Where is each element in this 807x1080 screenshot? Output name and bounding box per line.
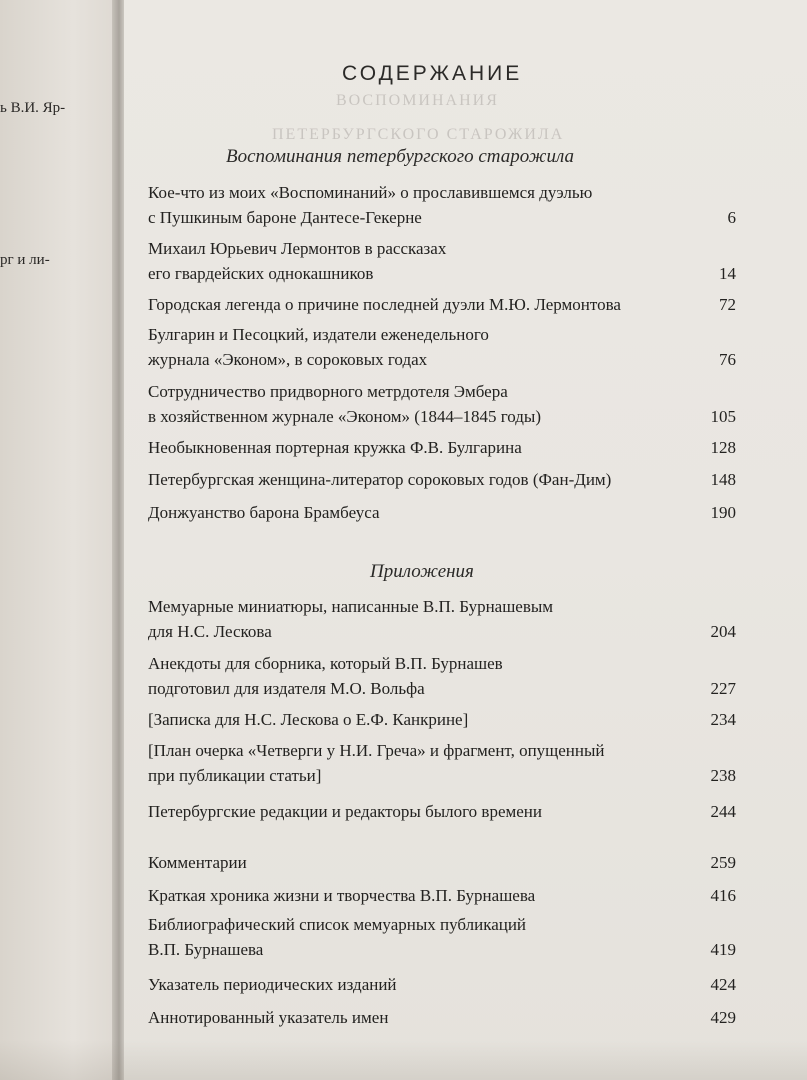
toc-entry-line: Михаил Юрьевич Лермонтов в рассказах [148,239,447,258]
toc-entry[interactable] [148,972,736,997]
toc-entry-line: Указатель периодических изданий [148,975,397,994]
toc-page-number: 227 [710,679,736,698]
toc-page-number: 6 [727,208,736,227]
right-page [124,0,807,1080]
toc-entry-line: Булгарин и Песоцкий, издатели еженедельного [148,325,489,344]
toc-entry-line: Кое-что из моих «Воспоминаний» о прославившемся дуэлью [148,183,593,202]
toc-entry-line: в хозяйственном журнале «Эконом» (1844–1845 годы) [148,407,542,426]
page-title: СОДЕРЖАНИЕ [342,62,523,85]
toc-entry-line: [План очерка «Четверги у Н.И. Греча» и фрагмент, опущенный [148,741,605,760]
toc-page-number: 72 [719,295,736,314]
toc-entry-line: при публикации статьи] [148,766,322,785]
toc-entry[interactable] [148,651,736,701]
toc-page-number: 234 [710,710,736,729]
toc-page-number: 204 [710,622,736,641]
toc-entry[interactable] [148,883,736,908]
toc-entry[interactable] [148,1005,736,1030]
toc-entry-line: Петербургские редакции и редакторы былого времени [148,802,542,821]
toc-entry-line: Необыкновенная портерная кружка Ф.В. Булгарина [148,438,522,457]
toc-entry[interactable] [148,707,736,732]
left-page-fragment: рг и ли- [0,252,50,268]
toc-page-number: 419 [710,940,736,959]
toc-entry-line: Донжуанство барона Брамбеуса [148,503,380,522]
toc-entry-line: подготовил для издателя М.О. Вольфа [148,679,425,698]
toc-entry[interactable] [148,322,736,372]
toc-entry-line: Петербургская женщина-литератор сороковых годов (Фан-Дим) [148,470,612,489]
toc-page-number: 128 [710,438,736,457]
toc-page-number: 14 [719,264,736,283]
toc-entry[interactable] [148,236,736,286]
toc-entry-line: Сотрудничество придворного метрдотеля Эмбера [148,382,508,401]
toc-page-number: 429 [710,1008,736,1027]
toc-entry[interactable] [148,379,736,429]
toc-entry-line: Городская легенда о причине последней дуэли М.Ю. Лермонтова [148,295,621,314]
toc-entry[interactable] [148,180,736,230]
toc-page-number: 244 [710,802,736,821]
toc-page-number: 424 [710,975,736,994]
section-title-appendices: Приложения [370,561,474,582]
toc-page-number: 148 [710,470,736,489]
toc-entry-line: журнала «Эконом», в сороковых годах [148,350,428,369]
toc-entry-line: с Пушкиным бароне Дантесе-Гекерне [148,208,422,227]
toc-entry[interactable] [148,467,736,492]
toc-page-number: 105 [710,407,736,426]
bleed-through-text: ПЕТЕРБУРГСКОГО СТАРОЖИЛА [272,126,565,143]
toc-entry-line: Краткая хроника жизни и творчества В.П. Бурнашева [148,886,536,905]
toc-page-number: 76 [719,350,736,369]
toc-entry-line: Комментарии [148,853,247,872]
toc-entry-line: Анекдоты для сборника, который В.П. Бурнашев [148,654,503,673]
bleed-through-text: ВОСПОМИНАНИЯ [336,92,499,109]
toc-entry[interactable] [148,850,736,875]
toc-entry-line: Мемуарные миниатюры, написанные В.П. Бурнашевым [148,597,554,616]
toc-entry-line: [Записка для Н.С. Лескова о Е.Ф. Канкрине] [148,710,469,729]
toc-entry[interactable] [148,594,736,644]
toc-entry[interactable] [148,738,736,788]
toc-entry[interactable] [148,292,736,317]
toc-entry-line: его гвардейских однокашников [148,264,374,283]
toc-entry-line: В.П. Бурнашева [148,940,264,959]
toc-page-number: 238 [710,766,736,785]
toc-entry[interactable] [148,799,736,824]
toc-page-number: 190 [710,503,736,522]
toc-entry-line: для Н.С. Лескова [148,622,272,641]
toc-page-number: 259 [710,853,736,872]
toc-entry[interactable] [148,435,736,460]
toc-page-number: 416 [710,886,736,905]
left-page-fragment: ь В.И. Яр- [0,100,66,116]
page-shadow [0,1040,807,1080]
toc-entry-line: Аннотированный указатель имен [148,1008,389,1027]
toc-entry[interactable] [148,912,736,962]
section-title-memoirs: Воспоминания петербургского старожила [226,146,574,167]
toc-entry[interactable] [148,500,736,525]
toc-entry-line: Библиографический список мемуарных публикаций [148,915,527,934]
left-page [0,0,122,1080]
